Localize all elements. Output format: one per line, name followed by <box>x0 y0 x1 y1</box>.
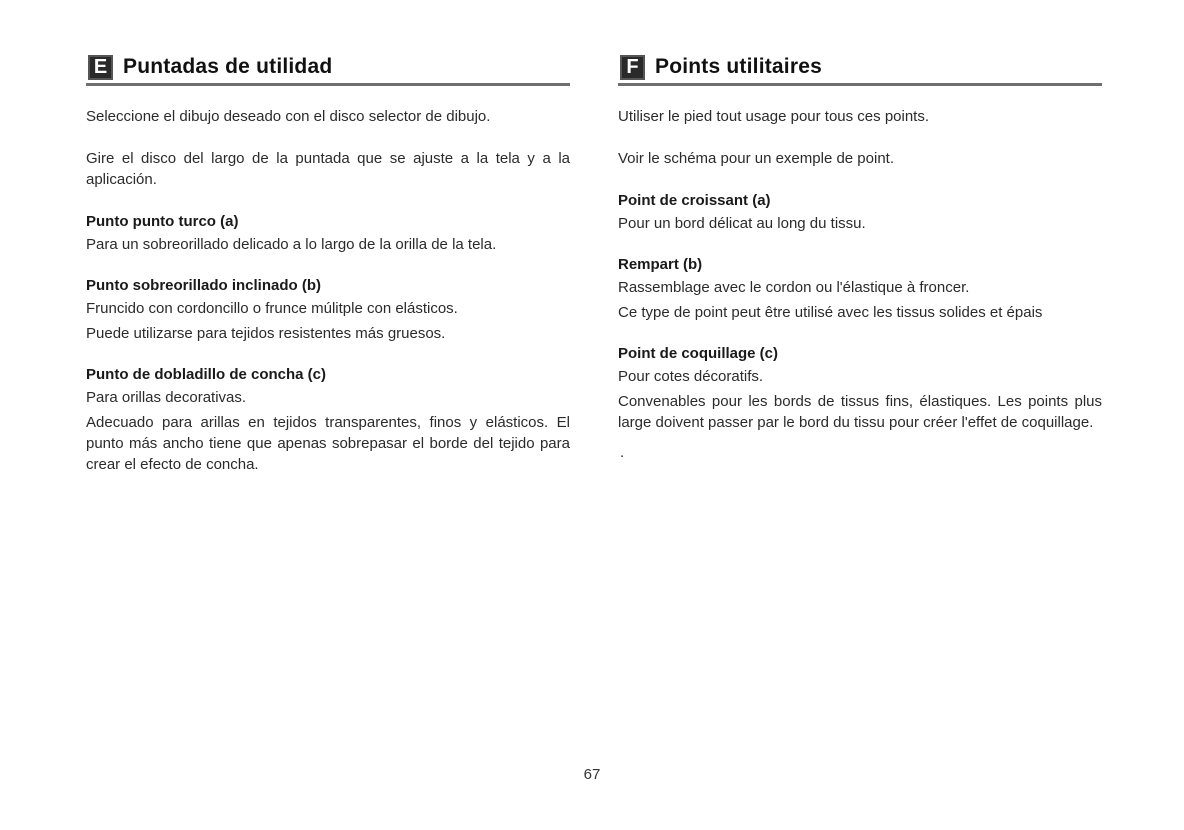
stitch-section <box>86 364 570 475</box>
section-title: Rempart (b) <box>618 256 703 273</box>
trailing-dot: . <box>620 444 625 461</box>
page-number: 67 <box>583 766 601 783</box>
section-title: Punto punto turco (a) <box>86 213 239 230</box>
french-heading <box>618 52 1102 86</box>
stitch-section <box>86 275 570 344</box>
section-text: Puede utilizarse para tejidos resistentes más gruesos. <box>86 325 446 342</box>
spanish-title: Puntadas de utilidad <box>123 55 333 78</box>
french-column <box>618 52 1102 460</box>
language-badge-e: E <box>88 55 113 80</box>
stitch-section <box>618 190 1102 234</box>
section-text: Para un sobreorillado delicado a lo largo de la orilla de la tela. <box>86 236 497 253</box>
section-text: Convenables pour les bords de tissus fins, élastiques. Les points plus large doivent passer par le bord du tissu pour créer l'effet de coquillage. <box>618 393 1102 431</box>
section-title: Point de coquillage (c) <box>618 345 779 362</box>
section-text: Ce type de point peut être utilisé avec les tissus solides et épais <box>618 304 1043 321</box>
stitch-section <box>618 254 1102 323</box>
intro-paragraph: Seleccione el dibujo deseado con el disco selector de dibujo. <box>86 108 491 125</box>
section-title: Punto sobreorillado inclinado (b) <box>86 277 321 294</box>
section-text: Rassemblage avec le cordon ou l'élastique à froncer. <box>618 279 970 296</box>
section-title: Punto de dobladillo de concha (c) <box>86 366 327 383</box>
stitch-section <box>86 211 570 255</box>
spanish-heading <box>86 52 570 86</box>
spanish-content <box>86 106 570 475</box>
intro-paragraph: Utiliser le pied tout usage pour tous ces points. <box>618 108 930 125</box>
section-text: Para orillas decorativas. <box>86 389 247 406</box>
spanish-column <box>86 52 570 495</box>
stitch-section <box>618 343 1102 433</box>
intro-paragraph: Voir le schéma pour un exemple de point. <box>618 150 894 167</box>
section-title: Point de croissant (a) <box>618 192 771 209</box>
french-content <box>618 106 1102 460</box>
section-text: Pour cotes décoratifs. <box>618 368 764 385</box>
section-text: Pour un bord délicat au long du tissu. <box>618 215 866 232</box>
language-badge-f: F <box>620 55 645 80</box>
french-title: Points utilitaires <box>655 55 822 78</box>
intro-paragraph: Gire el disco del largo de la puntada que se ajuste a la tela y a la aplicación. <box>86 150 570 188</box>
section-text: Fruncido con cordoncillo o frunce múlitple con elásticos. <box>86 300 458 317</box>
section-text: Adecuado para arillas en tejidos transparentes, finos y elásticos. El punto más ancho tiene que apenas sobrepasar el borde del tejido para crear el efecto de concha. <box>86 414 570 473</box>
